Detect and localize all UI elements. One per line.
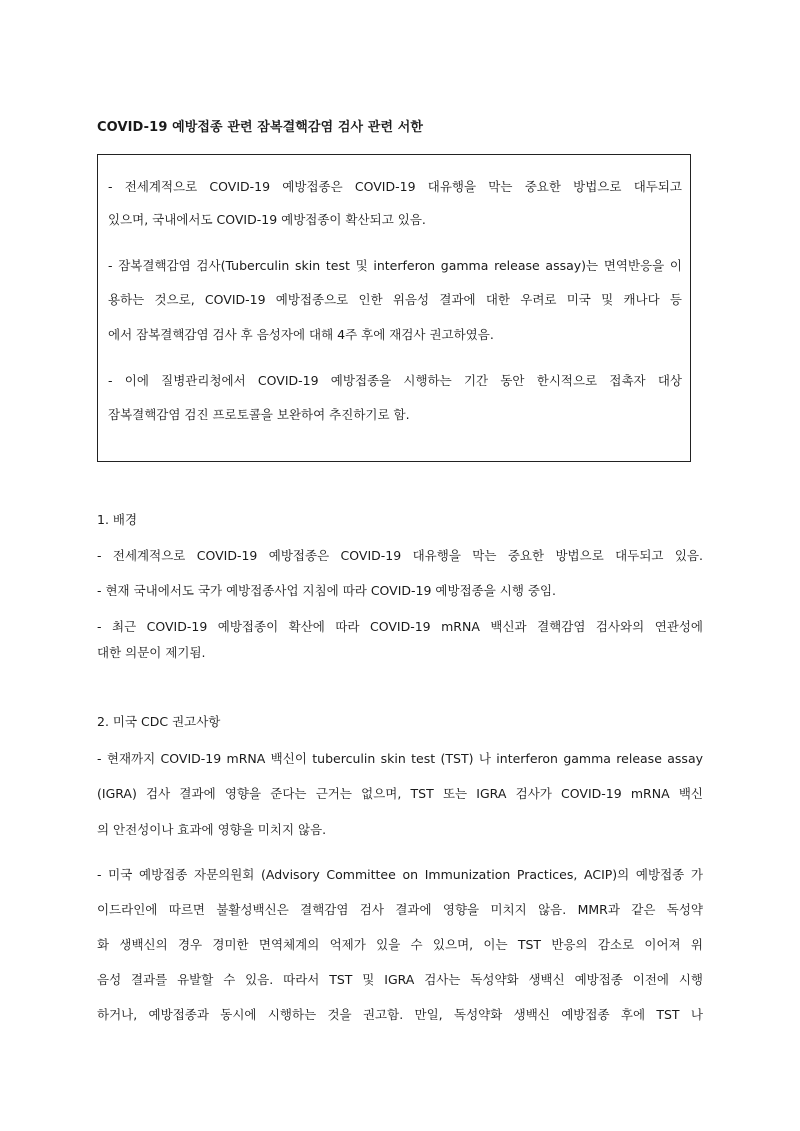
section-2-line: (IGRA) 검사 결과에 영향을 준다는 근거는 없으며, TST 또는 IGRA 검사가 COVID-19 mRNA 백신 — [97, 786, 703, 801]
summary-line: 용하는 것으로, COVID-19 예방접종으로 인한 위음성 결과에 대한 우려로 미국 및 캐나다 등 — [108, 292, 682, 307]
section-1-line: - 현재 국내에서도 국가 예방접종사업 지침에 따라 COVID-19 예방접종을 시행 중임. — [97, 583, 557, 598]
section-1-heading: 1. 배경 — [97, 512, 138, 527]
summary-line: - 전세계적으로 COVID-19 예방접종은 COVID-19 대유행을 막는 중요한 방법으로 대두되고 — [108, 179, 682, 194]
summary-line: 에서 잠복결핵감염 검사 후 음성자에 대해 4주 후에 재검사 권고하였음. — [108, 327, 494, 342]
summary-line: - 이에 질병관리청에서 COVID-19 예방접종을 시행하는 기간 동안 한시적으로 접촉자 대상 — [108, 373, 682, 388]
section-2-line: 이드라인에 따르면 불활성백신은 결핵감염 검사 결과에 영향을 미치지 않음. MMR과 같은 독성약 — [97, 902, 703, 917]
section-2-line: 화 생백신의 경우 경미한 면역체계의 억제가 있을 수 있으며, 이는 TST 반응의 감소로 이어져 위 — [97, 937, 703, 952]
section-1-line: 대한 의문이 제기됨. — [97, 645, 206, 660]
summary-line: - 잠복결핵감염 검사(Tuberculin skin test 및 interferon gamma release assay)는 면역반응을 이 — [108, 258, 682, 273]
summary-box — [97, 154, 691, 462]
section-1-line: - 전세계적으로 COVID-19 예방접종은 COVID-19 대유행을 막는 중요한 방법으로 대두되고 있음. — [97, 548, 703, 563]
section-2-line: 하거나, 예방접종과 동시에 시행하는 것을 권고함. 만일, 독성약화 생백신 예방접종 후에 TST 나 — [97, 1007, 703, 1022]
section-2-line: - 현재까지 COVID-19 mRNA 백신이 tuberculin skin test (TST) 나 interferon gamma release assay — [97, 751, 703, 766]
section-2-line: - 미국 예방접종 자문의원회 (Advisory Committee on Immunization Practices, ACIP)의 예방접종 가 — [97, 867, 703, 882]
section-2-line: 의 안전성이나 효과에 영향을 미치지 않음. — [97, 822, 327, 837]
section-1-line: - 최근 COVID-19 예방접종이 확산에 따라 COVID-19 mRNA 백신과 결핵감염 검사와의 연관성에 — [97, 619, 703, 634]
section-2-heading: 2. 미국 CDC 권고사항 — [97, 714, 221, 729]
summary-line: 있으며, 국내에서도 COVID-19 예방접종이 확산되고 있음. — [108, 212, 426, 227]
section-2-line: 음성 결과를 유발할 수 있음. 따라서 TST 및 IGRA 검사는 독성약화 생백신 예방접종 이전에 시행 — [97, 972, 703, 987]
document-title: COVID-19 예방접종 관련 잠복결핵감염 검사 관련 서한 — [97, 120, 424, 135]
summary-line: 잠복결핵감염 검진 프로토콜을 보완하여 추진하기로 함. — [108, 407, 410, 422]
